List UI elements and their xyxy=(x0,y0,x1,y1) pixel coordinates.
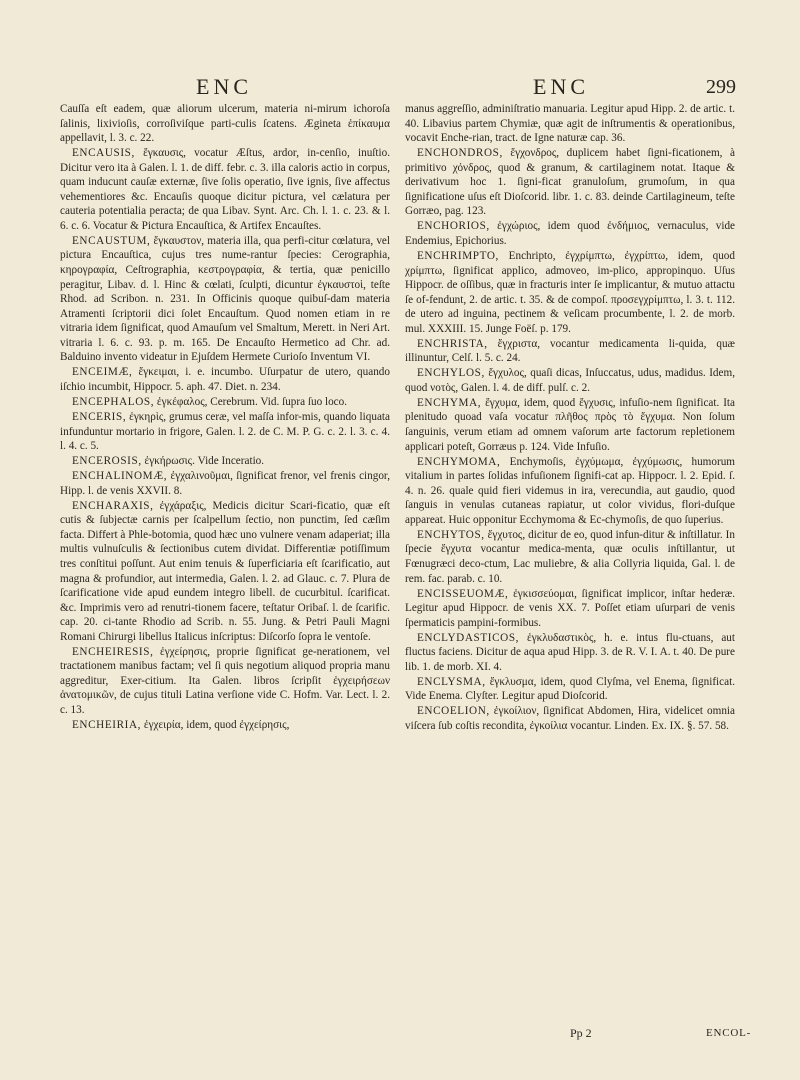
entry-text: ἐγχώριος, idem quod ἐνδήμιος, vernaculus, vide Endemius, Epichorius. xyxy=(405,220,735,247)
dictionary-entry xyxy=(60,499,390,644)
dictionary-entry xyxy=(405,396,735,454)
entry-text: ἔγκαυστον, materia illa, qua perfi-citur cœlatura, vel pictura Encauſtica, cujus tres nume-rantur ſpecies: Cerographia, κηρογραφία, Ceſtrographia, κεστρογραφία, & tertia, quæ penicillo peragitur, Libav. d. l. Hinc & cœlati, ſculpti, dicuntur ἐγκαυστοὶ, teſte Rhod. ad Scribon. n. 231. In Officinis quoque quibuſ-dam materia Atramenti ſcriptorii dici ſolet Encauſtum. Quod nomen etiam in re vitraria idem ſignificat, quod Amauſum vel Smaltum, Merett. in Neri Art. vitraria l. 6. c. 93. p. m. 165. De Encauſto Hermetico ad Chr. ad. Balduino invento videatur in Ejuſdem Hermete Curioſo Inventum VI. xyxy=(60,234,390,364)
headword: ENCHEIRESIS, xyxy=(72,645,154,658)
entry-text: ἐγκλυδαστικὸς, h. e. intus flu-ctuans, aut fluctus faciens. Dicitur de aqua apud Hipp. 3. de R. V. I. A. t. 40. De pure lib. 1. de morb. XI. 4. xyxy=(405,631,735,673)
dictionary-entry xyxy=(60,102,390,146)
dictionary-entry xyxy=(405,102,735,146)
headword: ENCAUSIS, xyxy=(72,147,135,160)
headword: ENCHYLOS, xyxy=(417,367,485,380)
entry-text: ἔγκαυσις, vocatur Æſtus, ardor, in-cenſio, inuſtio. Dicitur vero ita à Galen. l. 1. de diff. febr. c. 3. illa caloris actio in corpus, quam inducunt cauſæ externæ, ſive ſolis operatio, ſive ignis, ſive affectus vehementiores &c. Encauſis quoque dicitur pictura, vel cælatura per cauteria potentialia peracta; de qua Libav. Synt. Arc. Ch. l. 1. c. 23. & l. 6. c. 6. Vocatur & Pictura Encauſtica, & Artifex Encauſtes. xyxy=(60,147,390,232)
dictionary-entry xyxy=(405,587,735,631)
headword: ENCLYDASTICOS, xyxy=(417,631,520,644)
entry-text: ἐγκηρὶς, grumus ceræ, vel maſſa infor-mis, quando liquata infunduntur mortario in frigore, Galen. l. 2. de C. M. P. G. c. 2. l. 3. c. 4. l. 4. c. 5. xyxy=(60,410,390,453)
dictionary-entry xyxy=(405,249,735,336)
dictionary-entry xyxy=(405,528,735,586)
entry-text: ἐγκέφαλος, Cerebrum. Vid. ſupra ſuo loco. xyxy=(154,395,348,408)
dictionary-entry xyxy=(60,365,390,394)
headword: ENCHARAXIS, xyxy=(72,499,154,512)
headword: ENCHORIOS, xyxy=(417,220,490,233)
entry-text: ἔγκειμαι, i. e. incumbo. Uſurpatur de utero, quando iſchio incumbit, Hippocr. 5. aph. 47. Diet. n. 234. xyxy=(60,366,390,393)
headword: ENCEIMÆ, xyxy=(72,366,133,379)
headword: ENCHYTOS, xyxy=(417,528,485,541)
headword: ENCHRISTA, xyxy=(417,337,488,350)
entry-text: Enchymoſis, ἐγχύμωμα, ἐγχύμωσις, humorum vitalium in partes ſolidas infuſionem ſignifi-cat ap. Hippocr. l. 2. Epid. ſ. 4. n. 26. quale quid fieri videmus in ira, verecundia, aut gaudio, quod ſanguis in venulas cutaneas rapiatur, ut color vividus, flori-duſque appareat. Huic opponitur Ecchymoma & Ec-chymoſis, de quo ſuperius. xyxy=(405,455,735,526)
entry-text: ἔγχονδρος, duplicem habet ſigni-ficationem, à primitivo χόνδρος, quod & granum, & cartilaginem notat. Itaque & derivativum hoc 1. ſigni-ficat granuloſum, grumoſum, in qua ſignificatione uſus eſt Dioſcorid. libr. 1. c. 83. deinde Cartilagineum, teſte Gorræo, pag. 123. xyxy=(405,147,735,218)
dictionary-entry xyxy=(60,469,390,498)
headword: ENCOELION, xyxy=(417,705,490,718)
headword: ENCHRIMPTO, xyxy=(417,249,499,262)
dictionary-entry xyxy=(60,234,390,365)
headword: ENCHYMA, xyxy=(417,396,482,409)
entry-text: ἔγκλυσμα, idem, quod Clyſma, vel Enema, ſignificat. Vide Enema. Clyſter. Legitur apud Dioſcorid. xyxy=(405,675,735,703)
left-column xyxy=(60,102,390,733)
running-header-left: ENC xyxy=(196,74,252,99)
headword: ENCHONDROS, xyxy=(417,147,503,160)
page-number: 299 xyxy=(706,76,736,98)
headword: ENCHALINOMÆ, xyxy=(72,470,168,483)
headword: ENCEROSIS, xyxy=(72,455,142,468)
entry-text: ἐγχειρία, idem, quod ἐγχείρησις, xyxy=(141,718,290,731)
running-header-right: ENC xyxy=(533,74,589,99)
dictionary-entry xyxy=(405,675,735,704)
dictionary-entry xyxy=(60,718,390,733)
dictionary-entry xyxy=(405,219,735,248)
catchword: ENCOL- xyxy=(706,1027,752,1039)
dictionary-entry xyxy=(60,395,390,410)
entry-text: ἐγκήρωσις. Vide Inceratio. xyxy=(141,455,265,468)
entry-text: ἔγχριστα, vocantur medicamenta li-quida, quæ illinuntur, Celſ. l. 5. c. 24. xyxy=(405,337,735,365)
dictionary-entry xyxy=(405,366,735,395)
entry-text: ἐγχείρησις, proprie ſignificat ge-nerationem, vel tractationem manibus factam; vel ſi quis negotium aliquod propria manu aggreditur, Exer-citium. Ita Galen. libros ſcripſit ἐγχειρήσεων ἀνατομικῶν, de cujus tituli Latina verſione vide C. Hofm. Var. Lect. l. 2. c. 13. xyxy=(60,645,390,716)
dictionary-entry xyxy=(60,645,390,718)
entry-text: ἐγκοίλιον, ſignificat Abdomen, Hira, videlicet omnia viſcera ſub coſtis recondita, ἐγκοίλια vocantur. Linden. Ex. IX. §. 57. 58. xyxy=(405,705,735,732)
dictionary-entry xyxy=(60,146,390,233)
headword: ENCHEIRIA, xyxy=(72,718,142,731)
entry-text: Enchripto, ἐγχρίμπτω, ἐγχρίπτω, idem, quod χρίμπτω, ſignificat applico, admoveo, im-plico, appropinquo. Uſus Hippocr. de oſſibus, quæ in fracturis inter ſe implicantur, & mutuo attactu ſe of-fendunt, 2. de artic. t. 35. & de compoſ. προσεγχρίμπτω, l. 3. t. 112. de utero ad inguina, pectinem & veſicam procumbente, l. 2. de morb. mul. XXXIII. 15. Junge Foëſ. p. 179. xyxy=(405,249,735,335)
entry-text: Cauſſa eſt eadem, quæ aliorum ulcerum, materia ni-mirum ichoroſa ſalinis, lixivioſis, corroſiviſque parti-culis ſcatens. Ægineta ἐπίκαυμα appellavit, l. 3. c. 22. xyxy=(60,103,390,145)
dictionary-entry xyxy=(405,704,735,733)
entry-text: ἐγχάραξις, Medicis dicitur Scari-ficatio, quæ eſt cutis & ſubjectæ carnis per ſcalpellum ſectio, non punctim, ſed cæſim facta. Differt à Phle-botomia, quod hæc uno vulnere venam adaperiat; illa multis vulnuſculis & ſectionibus cutem dividat. Differentiæ potiſſimum tres conſtitui poſſunt. Aut enim tenuis & ſuperficiaria eſt ſcarificatio, aut magna & profundior, aut intermedia, Galen. l. 2. ad Glauc. c. 7. Plura de ſcarificatione vide apud eundem integro libell. de cucurbitul. ſcarificat. &c. Imprimis vero ad renutri-tionem facere, teſtatur Oribaſ. l. de ſcarific. cap. 20. ci-tante Rhodio ad Scrib. n. 55. Jung. & Petri Pauli Magni Romani Chirurgi libellus Italicus inſcriptus: Diſcorſo ſopra le ventoſe. xyxy=(60,499,390,643)
entry-text: ἐγχαλινοῦμαι, ſignificat frenor, vel frenis cingor, Hipp. l. de venis XXVII. 8. xyxy=(60,470,390,497)
headword: ENCERIS, xyxy=(72,410,127,423)
right-column xyxy=(405,102,735,734)
entry-text: ἔγχυμα, idem, quod ἔγχυσις, infuſio-nem ſignificat. Ita plenitudo quoad vaſa vocatur πλῆθος πρὸς τὸ ἔγχυμα. Non ſolum ſanguinis, verum etiam ad omnem vaſorum arte factorum repletionem applicari poteſt, Gorræus p. 124. Vide Infuſio. xyxy=(405,396,735,453)
entry-text: manus aggreſſio, adminiſtratio manuaria. Legitur apud Hipp. 2. de artic. t. 40. Libavius partem Chymiæ, quæ agit de inſtrumentis & operationibus, vocavit Enche-rian, tract. de Igne naturæ cap. 36. xyxy=(405,103,735,145)
headword: ENCISSEUOMÆ, xyxy=(417,587,509,600)
headword: ENCHYMOMA, xyxy=(417,455,501,468)
entry-text: ἔγχυτος, dicitur de eo, quod infun-ditur & inſtillatur. In ſpecie ἔγχυτα vocantur medica-menta, quæ oculis inſtillantur, ut Fœnugræci deco-ctum, Lac muliebre, & alia Collyria liquida, Gal. l. de rem. fac. parab. c. 10. xyxy=(405,528,735,585)
dictionary-entry xyxy=(405,455,735,528)
entry-text: ἐγκισσεύομαι, ſignificat implicor, inſtar hederæ. Legitur apud Hippocr. de venis XX. 7. Poſſet etiam uſurpari de venis ſpermaticis pampini-formibus. xyxy=(405,587,735,629)
signature-mark: Pp 2 xyxy=(570,1026,592,1040)
dictionary-entry xyxy=(405,631,735,675)
entry-text: ἔγχυλος, quaſi dicas, Inſuccatus, udus, madidus. Idem, quod νοτὸς, Galen. l. 4. de diff. pulſ. c. 2. xyxy=(405,367,735,394)
dictionary-entry xyxy=(60,410,390,454)
dictionary-entry xyxy=(405,337,735,366)
headword: ENCEPHALOS, xyxy=(72,395,155,408)
dictionary-entry xyxy=(60,454,390,469)
headword: ENCLYSMA, xyxy=(417,675,486,688)
dictionary-entry xyxy=(405,146,735,219)
headword: ENCAUSTUM, xyxy=(72,234,151,247)
